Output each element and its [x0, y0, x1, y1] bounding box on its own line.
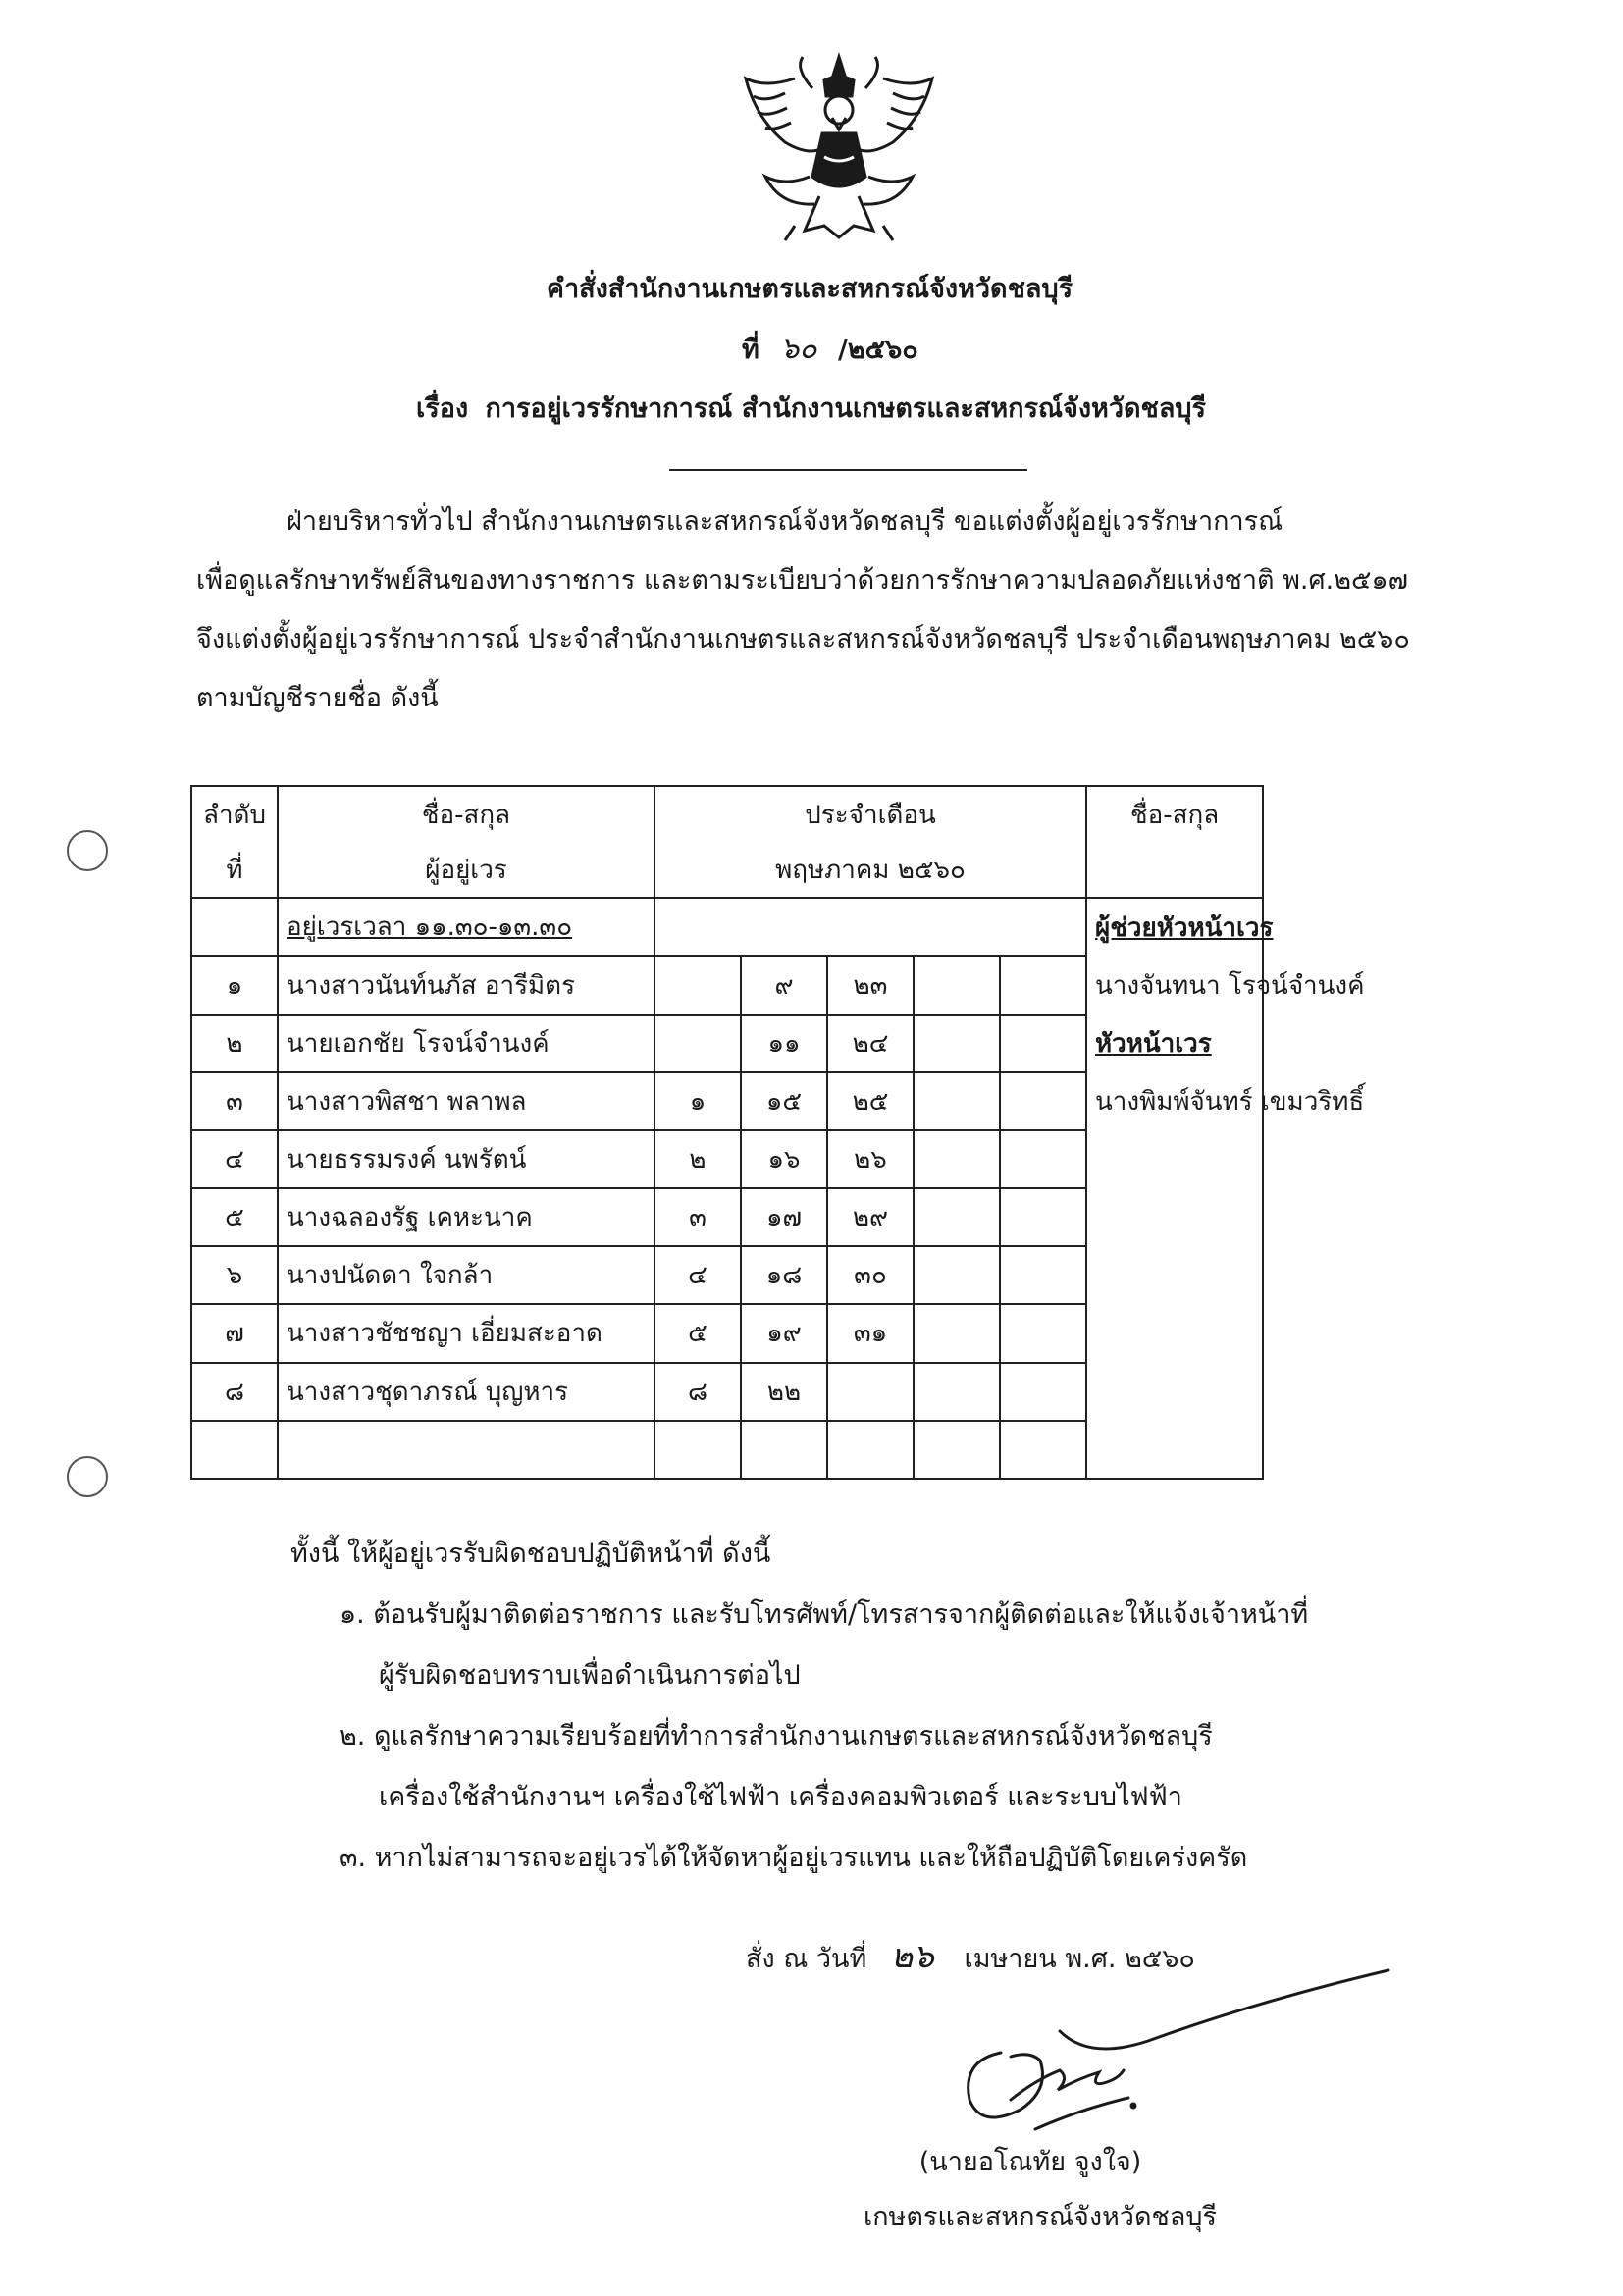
order-number-year: /๒๕๖๐	[837, 335, 918, 365]
garuda-emblem-icon	[726, 49, 952, 245]
header-order-l1: ลำดับ	[191, 786, 278, 842]
intro-line-4: ตามบัญชีรายชื่อ ดังนี้	[196, 683, 439, 713]
order-number-line	[742, 326, 1036, 372]
order-date-suffix: เมษายน พ.ศ. ๒๕๖๐	[964, 1944, 1195, 1974]
signer-title: เกษตรและสหกรณ์จังหวัดชลบุรี	[863, 2202, 1218, 2232]
table-row-shift	[191, 898, 1263, 956]
subject-text: การอยู่เวรรักษาการณ์ สำนักงานเกษตรและสหกรณ์จังหวัดชลบุรี	[485, 393, 1207, 424]
signer-name: (นายอโณทัย จูงใจ)	[918, 2147, 1142, 2177]
shift-time-label: อยู่เวรเวลา ๑๑.๓๐-๑๓.๓๐	[278, 898, 654, 956]
header-name-l1: ชื่อ-สกุล	[278, 786, 654, 842]
intro-line-3: จึงแต่งตั้งผู้อยู่เวรรักษาการณ์ ประจำสำนักงานเกษตรและสหกรณ์จังหวัดชลบุรี ประจำเดือนพฤษภาคม ๒๕๖๐	[196, 624, 1410, 654]
table-row: ๘ นางสาวชุดาภรณ์ บุญหาร ๘ ๒๒	[191, 1363, 1263, 1421]
table-row-empty	[191, 1421, 1263, 1479]
subject-line	[416, 387, 1299, 429]
duty-item-1-line-1: ๑. ต้อนรับผู้มาติดต่อราชการ และรับโทรศัพท์/โทรสารจากผู้ติดต่อและให้แจ้งเจ้าหน้าที่	[340, 1599, 1309, 1630]
duty-item-1-line-2: ผู้รับผิดชอบทราบเพื่อดำเนินการต่อไป	[379, 1660, 801, 1691]
table-row: ๑ นางสาวนันท์นภัส อารีมิตร ๙ ๒๓ นางจันทนา โรจน์จำนงค์	[191, 956, 1263, 1014]
duty-item-3: ๓. หากไม่สามารถจะอยู่เวรได้ให้จัดหาผู้อยู่เวรแทน และให้ถือปฏิบัติโดยเคร่งครัด	[340, 1843, 1248, 1873]
document-title: คำสั่งสำนักงานเกษตรและสหกรณ์จังหวัดชลบุรี	[546, 274, 1073, 304]
duties-intro: ทั้งนี้ ให้ผู้อยู่เวรรับผิดชอบปฏิบัติหน้าที่ ดังนี้	[290, 1539, 771, 1569]
assistant-head-role: ผู้ช่วยหัวหน้าเวร	[1086, 898, 1263, 956]
duty-item-2-line-1: ๒. ดูแลรักษาความเรียบร้อยที่ทำการสำนักงานเกษตรและสหกรณ์จังหวัดชลบุรี	[340, 1721, 1213, 1751]
intro-line-2: เพื่อดูแลรักษาทรัพย์สินของทางราชการ และตามระเบียบว่าด้วยการรักษาความปลอดภัยแห่งชาติ พ.ศ.๒๕๑๗	[196, 565, 1408, 596]
table-row: ๒ นายเอกชัย โรจน์จำนงค์ ๑๑ ๒๔ หัวหน้าเวร	[191, 1015, 1263, 1072]
header-divider	[669, 469, 1027, 471]
table-row: ๖ นางปนัดดา ใจกล้า ๔ ๑๘ ๓๐	[191, 1246, 1263, 1304]
handwritten-signature	[942, 1962, 1393, 2139]
duty-roster-table	[190, 785, 1365, 1480]
punch-hole-top	[67, 830, 108, 871]
intro-line-1: ฝ่ายบริหารทั่วไป สำนักงานเกษตรและสหกรณ์จังหวัดชลบุรี ขอแต่งตั้งผู้อยู่เวรรักษาการณ์	[287, 506, 1283, 537]
assistant-head-name: นางจันทนา โรจน์จำนงค์	[1086, 956, 1263, 1014]
table-header-row-1	[191, 786, 1263, 842]
head-name: นางพิมพ์จันทร์ เขมวริทธิ์	[1086, 1072, 1263, 1130]
table-row: ๔ นายธรรมรงค์ นพรัตน์ ๒ ๑๖ ๒๖	[191, 1130, 1263, 1188]
head-role: หัวหน้าเวร	[1086, 1015, 1263, 1072]
table-header-row-2	[191, 842, 1263, 898]
order-number-prefix: ที่	[742, 335, 759, 365]
table-row: ๓ นางสาวพิสชา พลาพล ๑ ๑๕ ๒๕ นางพิมพ์จันทร์ เขมวริทธิ์	[191, 1072, 1263, 1130]
header-right-name: ชื่อ-สกุล	[1086, 786, 1263, 842]
header-month-l1: ประจำเดือน	[654, 786, 1086, 842]
subject-label: เรื่อง	[416, 393, 469, 424]
table-row: ๗ นางสาวชัชชญา เอี่ยมสะอาด ๕ ๑๙ ๓๑	[191, 1304, 1263, 1362]
order-number-handwritten: ๖๐	[780, 332, 817, 366]
header-order-l2: ที่	[191, 842, 278, 898]
duty-item-2-line-2: เครื่องใช้สำนักงานฯ เครื่องใช้ไฟฟ้า เครื่องคอมพิวเตอร์ และระบบไฟฟ้า	[379, 1782, 1182, 1812]
header-month-l2: พฤษภาคม ๒๕๖๐	[654, 842, 1086, 898]
punch-hole-bottom	[67, 1456, 108, 1497]
table-row: ๕ นางฉลองรัฐ เคหะนาค ๓ ๑๗ ๒๙	[191, 1188, 1263, 1246]
order-date-day: ๒๖	[890, 1937, 934, 1976]
order-date-prefix: สั่ง ณ วันที่	[746, 1944, 867, 1974]
header-name-l2: ผู้อยู่เวร	[278, 842, 654, 898]
